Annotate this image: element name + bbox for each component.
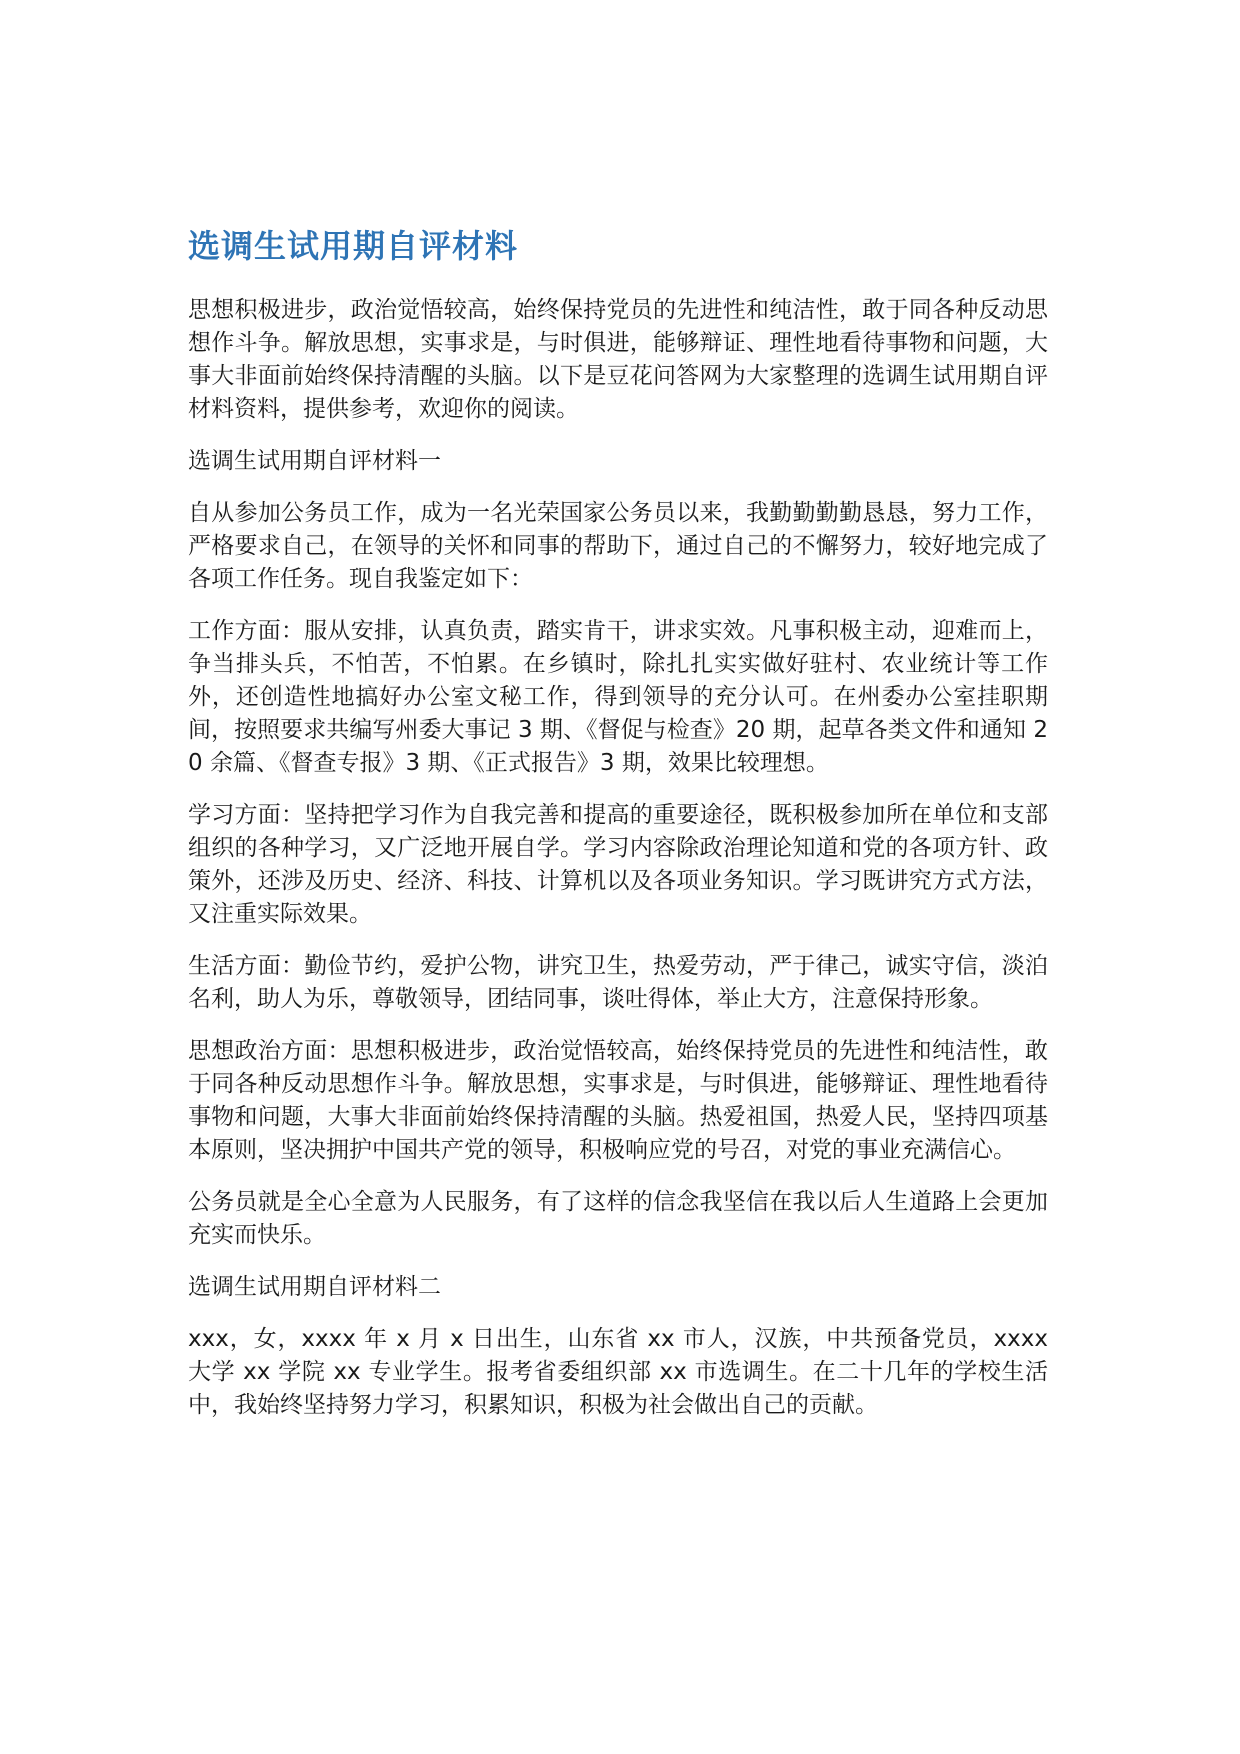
document-body xyxy=(188,222,1048,1441)
section1-paragraph-work: 工作方面：服从安排，认真负责，踏实肯干，讲求实效。凡事积极主动，迎难而上，争当排头兵，不怕苦，不怕累。在乡镇时，除扎扎实实做好驻村、农业统计等工作外，还创造性地搞好办公室文秘工作，得到领导的充分认可。在州委办公室挂职期间，按照要求共编写州委大事记 3 期、《督促与检查》20 期，起草各类文件和通知 20 余篇、《督查专报》3 期、《正式报告》3 期，效果比较理想。 xyxy=(188,618,1048,776)
section1-paragraph-study: 学习方面：坚持把学习作为自我完善和提高的重要途径，既积极参加所在单位和支部组织的各种学习，又广泛地开展自学。学习内容除政治理论知道和党的各项方针、政策外，还涉及历史、经济、科技、计算机以及各项业务知识。学习既讲究方式方法，又注重实际效果。 xyxy=(188,802,1048,927)
section1-paragraph-life: 生活方面：勤俭节约，爱护公物，讲究卫生，热爱劳动，严于律己，诚实守信，淡泊名利，助人为乐，尊敬领导，团结同事，谈吐得体，举止大方，注意保持形象。 xyxy=(188,953,1048,1012)
section-heading-2: 选调生试用期自评材料二 xyxy=(188,1274,441,1300)
section2-paragraph-profile: xxx，女，xxxx 年 x 月 x 日出生，山东省 xx 市人，汉族，中共预备党员，xxxx 大学 xx 学院 xx 专业学生。报考省委组织部 xx 市选调生。在二十几年的学校生活中，我始终坚持努力学习，积累知识，积极为社会做出自己的贡献。 xyxy=(188,1326,1048,1418)
document-title: 选调生试用期自评材料 xyxy=(188,227,519,265)
section1-paragraph-opening: 自从参加公务员工作，成为一名光荣国家公务员以来，我勤勤勤勤恳恳，努力工作，严格要求自己，在领导的关怀和同事的帮助下，通过自己的不懈努力，较好地完成了各项工作任务。现自我鉴定如下： xyxy=(188,500,1048,592)
section1-paragraph-closing: 公务员就是全心全意为人民服务，有了这样的信念我坚信在我以后人生道路上会更加充实而快乐。 xyxy=(188,1189,1048,1248)
section-heading-1: 选调生试用期自评材料一 xyxy=(188,448,441,474)
intro-paragraph: 思想积极进步，政治觉悟较高，始终保持党员的先进性和纯洁性，敢于同各种反动思想作斗争。解放思想，实事求是，与时俱进，能够辩证、理性地看待事物和问题，大事大非面前始终保持清醒的头脑。以下是豆花问答网为大家整理的选调生试用期自评材料资料，提供参考，欢迎你的阅读。 xyxy=(188,297,1048,422)
section1-paragraph-politics: 思想政治方面：思想积极进步，政治觉悟较高，始终保持党员的先进性和纯洁性，敢于同各种反动思想作斗争。解放思想，实事求是，与时俱进，能够辩证、理性地看待事物和问题，大事大非面前始终保持清醒的头脑。热爱祖国，热爱人民，坚持四项基本原则，坚决拥护中国共产党的领导，积极响应党的号召，对党的事业充满信心。 xyxy=(188,1038,1048,1163)
